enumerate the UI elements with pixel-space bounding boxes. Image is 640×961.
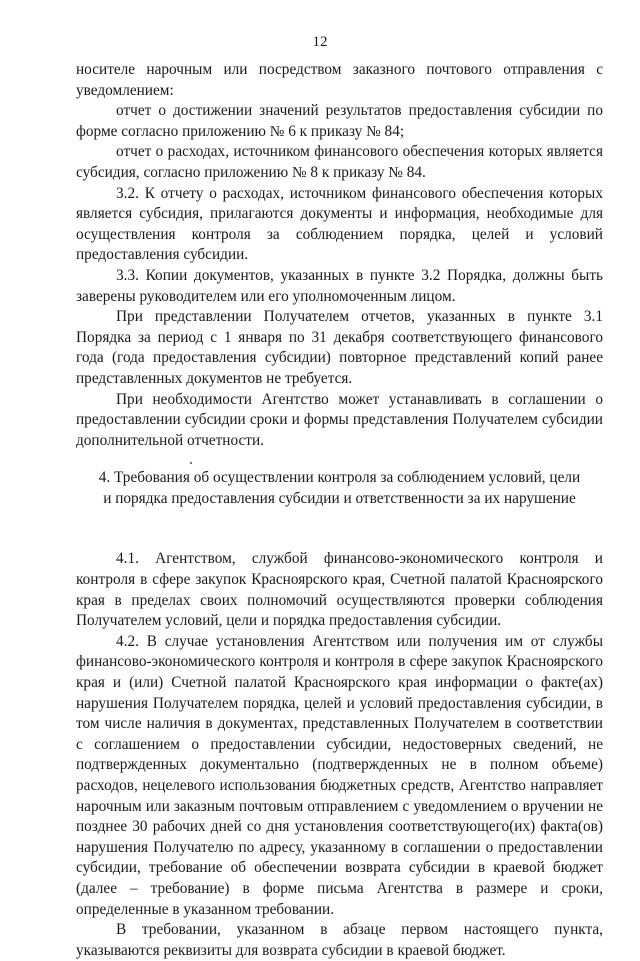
- paragraph-additional-reporting: При необходимости Агентство может устанавливать в соглашении о предоставлении субсидии сроки и формы представления Получателем субсидии дополнительной отчетности.: [76, 390, 603, 449]
- section-4-heading-line2: и порядка предоставления субсидии и ответственности за их нарушение: [103, 489, 576, 507]
- paragraph-3-3: 3.3. Копии документов, указанных в пункте 3.2 Порядка, должны быть заверены руководителем или его уполномоченным лицом.: [76, 266, 603, 305]
- paragraph-4-2: 4.2. В случае установления Агентством или получения им от службы финансово-экономического контроля и контроля в сфере закупок Красноярского края и (или) Счетной палатой Красноярского края информации о факте(ах) нарушения Получателем порядка, целей и условий предоставления субсидии, в том числе наличия в документах, представленных Получателем в соответствии с соглашением о предоставлении субсидии, недостоверных сведений, не подтвержденных документально (подтвержденных не в полном объеме) расходов, нецелевого использования бюджетных средств, Агентство направляет нарочным или заказным почтовым отправлением с уведомлением о вручении не позднее 30 рабочих дней со дня установления соответствующего(их) факта(ов) нарушения Получателю по адресу, указанному в соглашении о предоставлении субсидии, требование об обеспечении возврата субсидии в краевой бюджет (далее – требование) в форме письма Агентства в размере и сроки, определенные в указанном требовании.: [76, 632, 603, 918]
- paragraph-report-results: отчет о достижении значений результатов предоставления субсидии по форме согласно приложению № 6 к приказу № 84;: [76, 102, 603, 140]
- section-4-heading-line1: 4. Требования об осуществлении контроля за соблюдением условий, цели: [98, 469, 581, 487]
- section-4-heading: [76, 468, 603, 509]
- section-gap: [76, 509, 603, 549]
- page-number: 12: [312, 34, 328, 50]
- paragraph-report-expenses: отчет о расходах, источником финансового обеспечения которых является субсидия, согласно приложению № 8 к приказу № 84.: [76, 143, 603, 181]
- paragraph-requisites: В требовании, указанном в абзаце первом настоящего пункта, указываются реквизиты для возврата субсидии в краевой бюджет.: [76, 921, 603, 959]
- paragraph-3-2: 3.2. К отчету о расходах, источником финансового обеспечения которых является субсидия, прилагаются документы и информация, необходимые для осуществления контроля за соблюдением порядка, целей и условий предоставления субсидии.: [76, 184, 603, 264]
- paragraph-continuation: носителе нарочным или посредством заказного почтового отправления с уведомлением:: [76, 61, 603, 99]
- document-body: [76, 60, 603, 961]
- paragraph-reports-period: При представлении Получателем отчетов, указанных в пункте 3.1 Порядка за период с 1 января по 31 декабря соответствующего финансового года (года предоставления субсидии) повторное представлений копий ранее представленных документов не требуется.: [76, 308, 603, 387]
- paragraph-4-1: 4.1. Агентством, службой финансово-экономического контроля и контроля в сфере закупок Красноярского края, Счетной палатой Красноярского края в пределах своих полномочий осуществляются проверки соблюдения Получателем условий, цели и порядка предоставления субсидии.: [76, 550, 603, 630]
